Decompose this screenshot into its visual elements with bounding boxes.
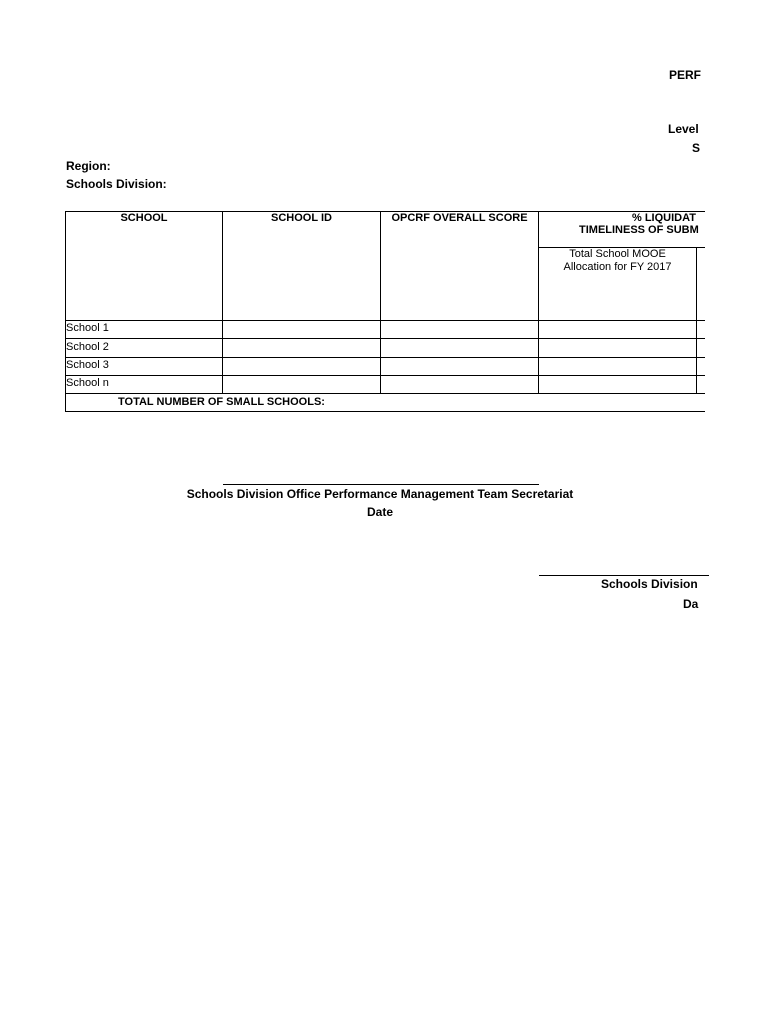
table-row-school-3: School 3	[66, 359, 109, 371]
col-header-school: SCHOOL	[120, 212, 168, 224]
table-row-school-1: School 1	[66, 322, 109, 334]
division-date-label: Da	[683, 597, 699, 611]
secretariat-title: Schools Division Office Performance Management Team Secretariat	[186, 487, 574, 501]
document-title: PERF	[669, 68, 702, 82]
level-label: Level	[668, 122, 699, 136]
division-signature-line	[539, 575, 709, 576]
total-small-schools-label: TOTAL NUMBER OF SMALL SCHOOLS:	[118, 396, 325, 408]
subheader-mooe-line1: Total School MOOE	[569, 248, 666, 260]
s-label: S	[692, 141, 701, 155]
region-label: Region:	[66, 159, 111, 173]
schools-division-label: Schools Division:	[66, 177, 167, 191]
col-header-liquidation-line2: TIMELINESS OF SUBM	[579, 224, 699, 236]
subheader-mooe-line2: Allocation for FY 2017	[563, 261, 672, 273]
division-signature-title: Schools Division	[601, 577, 698, 591]
col-header-opcrf: OPCRF OVERALL SCORE	[391, 212, 528, 224]
col-header-school-id: SCHOOL ID	[271, 212, 332, 224]
secretariat-date-label: Date	[366, 505, 393, 519]
table-row-school-n: School n	[66, 377, 109, 389]
table-row-school-2: School 2	[66, 341, 109, 353]
secretariat-signature-line	[223, 484, 539, 485]
col-header-liquidation-line1: % LIQUIDAT	[632, 212, 696, 224]
